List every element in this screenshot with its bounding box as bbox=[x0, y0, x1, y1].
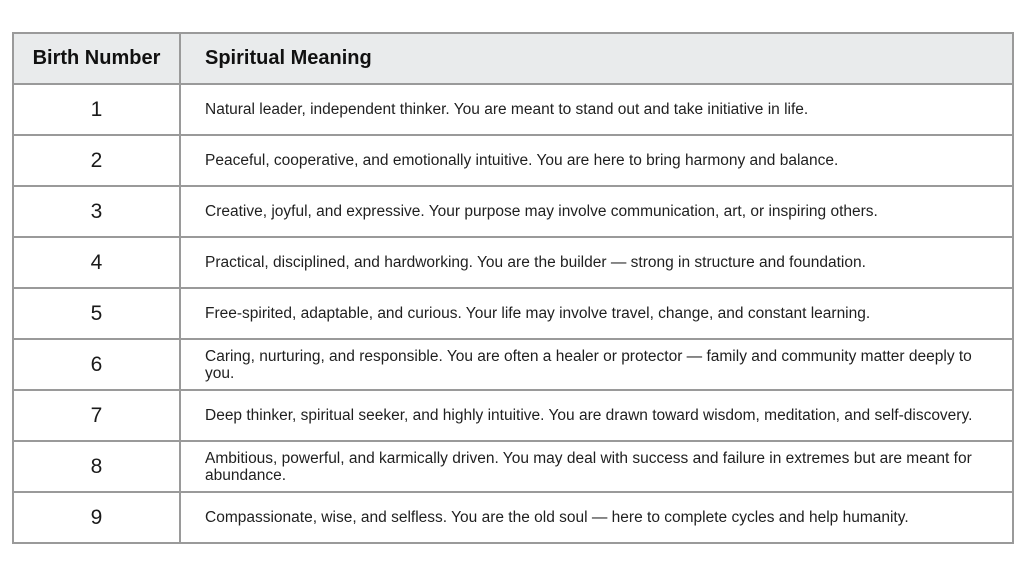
table-header-row bbox=[13, 33, 1013, 84]
header-spiritual-meaning: Spiritual Meaning bbox=[180, 33, 1013, 84]
birth-number-cell: 3 bbox=[13, 186, 180, 237]
birth-number-cell: 4 bbox=[13, 237, 180, 288]
spiritual-meaning-cell: Deep thinker, spiritual seeker, and highly intuitive. You are drawn toward wisdom, meditation, and self-discovery. bbox=[180, 390, 1013, 441]
header-birth-number: Birth Number bbox=[13, 33, 180, 84]
spiritual-meaning-cell: Compassionate, wise, and selfless. You are the old soul — here to complete cycles and help humanity. bbox=[180, 492, 1013, 543]
spiritual-meaning-cell: Creative, joyful, and expressive. Your purpose may involve communication, art, or inspiring others. bbox=[180, 186, 1013, 237]
birth-number-cell: 1 bbox=[13, 84, 180, 135]
table-row bbox=[13, 186, 1013, 237]
table-row bbox=[13, 390, 1013, 441]
birth-number-cell: 5 bbox=[13, 288, 180, 339]
birth-number-cell: 2 bbox=[13, 135, 180, 186]
spiritual-meaning-cell: Practical, disciplined, and hardworking. You are the builder — strong in structure and foundation. bbox=[180, 237, 1013, 288]
table-row bbox=[13, 288, 1013, 339]
table-row bbox=[13, 237, 1013, 288]
birth-number-cell: 7 bbox=[13, 390, 180, 441]
birth-number-cell: 6 bbox=[13, 339, 180, 390]
birth-number-cell: 9 bbox=[13, 492, 180, 543]
spiritual-meaning-cell: Peaceful, cooperative, and emotionally intuitive. You are here to bring harmony and balance. bbox=[180, 135, 1013, 186]
birth-number-table-container bbox=[12, 32, 1012, 544]
spiritual-meaning-cell: Free-spirited, adaptable, and curious. Your life may involve travel, change, and constant learning. bbox=[180, 288, 1013, 339]
spiritual-meaning-cell: Natural leader, independent thinker. You are meant to stand out and take initiative in life. bbox=[180, 84, 1013, 135]
table-row bbox=[13, 492, 1013, 543]
spiritual-meaning-cell: Ambitious, powerful, and karmically driven. You may deal with success and failure in extremes but are meant for abundance. bbox=[180, 441, 1013, 492]
birth-number-table bbox=[12, 32, 1014, 544]
table-row bbox=[13, 84, 1013, 135]
table-row bbox=[13, 441, 1013, 492]
table-row bbox=[13, 339, 1013, 390]
table-row bbox=[13, 135, 1013, 186]
birth-number-cell: 8 bbox=[13, 441, 180, 492]
spiritual-meaning-cell: Caring, nurturing, and responsible. You are often a healer or protector — family and community matter deeply to you. bbox=[180, 339, 1013, 390]
